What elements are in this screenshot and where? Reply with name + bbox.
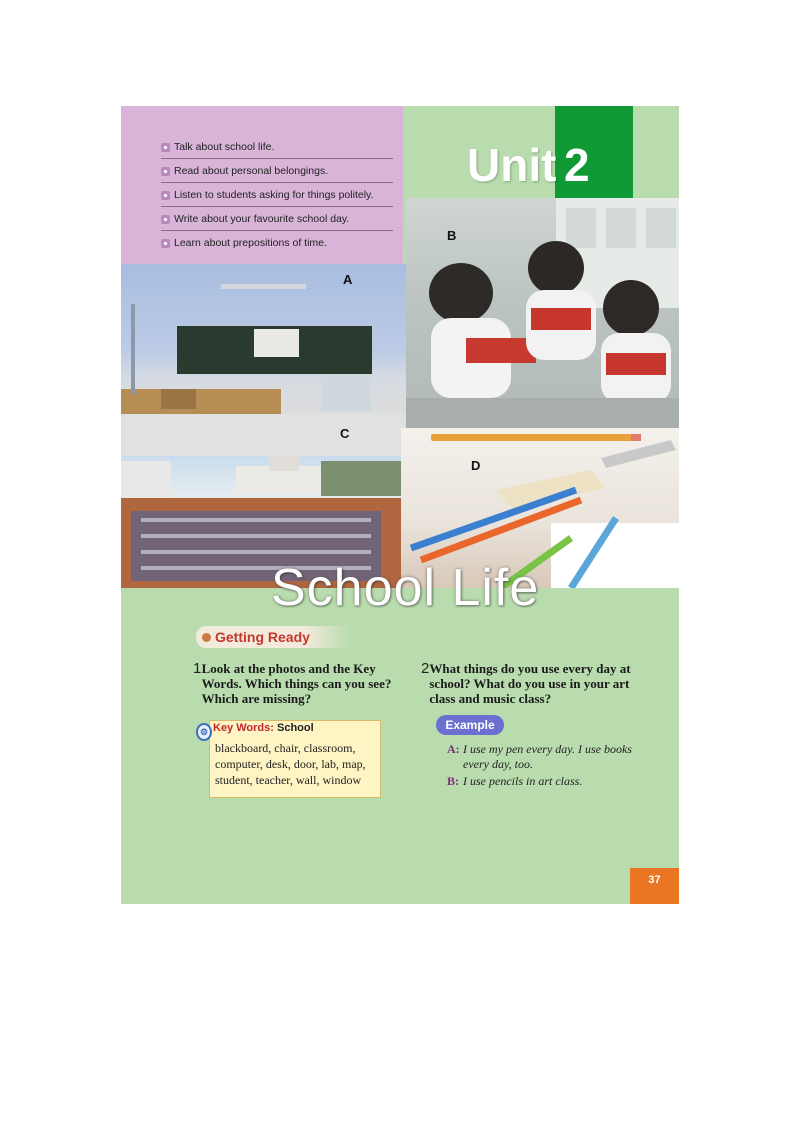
objective-item: Read about personal belongings. — [161, 160, 393, 183]
objective-item: Write about your favourite school day. — [161, 208, 393, 231]
bullet-icon — [161, 239, 170, 248]
key-words-list: blackboard, chair, classroom, computer, desk, door, lab, map, student, teacher, wall, window — [215, 741, 366, 787]
photo-label-b: B — [447, 228, 457, 243]
bullet-icon — [161, 143, 170, 152]
getting-ready-heading: Getting Ready — [196, 626, 351, 648]
example-line-b: B: I use pencils in art class. — [447, 774, 583, 788]
example-line-a: A: I use my pen every day. I use books every day, too. — [447, 742, 632, 771]
bullet-icon — [161, 167, 170, 176]
photo-classroom — [121, 264, 406, 456]
objectives-panel — [121, 106, 403, 264]
bullet-icon — [161, 191, 170, 200]
bullet-icon — [161, 215, 170, 224]
photo-label-c: C — [340, 426, 350, 441]
key-words-icon: ⚙ — [196, 723, 212, 741]
example-label: Example — [436, 715, 504, 735]
circle-icon — [202, 633, 211, 642]
objectives-list — [161, 136, 393, 255]
unit-number: 2 — [564, 139, 590, 191]
objective-item: Talk about school life. — [161, 136, 393, 159]
question-2: 2 What things do you use every day at school? What do you use in your art class and music class? — [421, 660, 631, 706]
page-number: 37 — [630, 868, 679, 904]
photo-label-d: D — [471, 458, 481, 473]
key-words-heading: Key Words: School — [213, 722, 314, 734]
photo-label-a: A — [343, 272, 353, 287]
unit-title: School Life — [271, 559, 540, 617]
objective-item: Listen to students asking for things politely. — [161, 184, 393, 207]
textbook-page — [121, 106, 679, 904]
unit-word: Unit — [467, 139, 557, 191]
question-1: 1 Look at the photos and the Key Words. Which things can you see? Which are missing? — [193, 660, 392, 706]
classroom-illustration — [121, 264, 406, 456]
objective-item: Learn about prepositions of time. — [161, 232, 393, 254]
